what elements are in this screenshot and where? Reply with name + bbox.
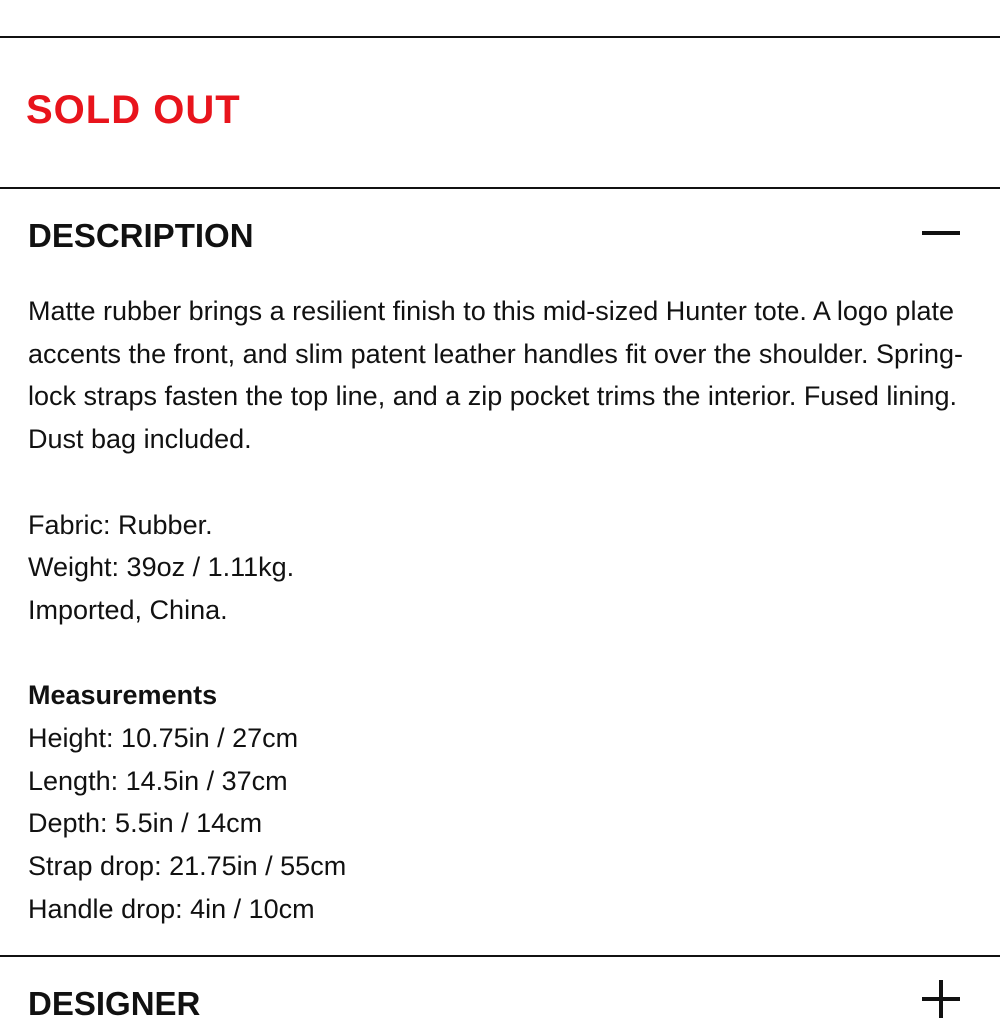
description-content	[28, 290, 978, 931]
detail-fabric: Fabric: Rubber.	[28, 509, 213, 540]
spacer	[28, 461, 978, 504]
sold-out-label: SOLD OUT	[26, 88, 241, 132]
detail-origin: Imported, China.	[28, 594, 228, 625]
plus-icon-vertical	[939, 980, 943, 1018]
minus-icon-bar	[922, 231, 960, 235]
plus-icon[interactable]	[922, 980, 960, 1018]
measurement-height: Height: 10.75in / 27cm	[28, 723, 299, 753]
measurement-handle-drop: Handle drop: 4in / 10cm	[28, 893, 315, 924]
description-accordion-header[interactable]	[0, 204, 1000, 264]
measurements-heading: Measurements	[28, 680, 218, 711]
measurement-length: Length: 14.5in / 37cm	[28, 765, 288, 796]
divider-top	[0, 36, 1000, 38]
description-title: DESCRIPTION	[28, 217, 254, 254]
minus-icon[interactable]	[922, 220, 960, 258]
measurement-depth: Depth: 5.5in / 14cm	[28, 808, 263, 839]
designer-title: DESIGNER	[28, 985, 201, 1022]
divider-description	[0, 187, 1000, 189]
divider-designer	[0, 955, 1000, 957]
measurement-strap-drop: Strap drop: 21.75in / 55cm	[28, 851, 347, 882]
detail-weight: Weight: 39oz / 1.11kg.	[28, 552, 295, 583]
designer-accordion-header[interactable]	[0, 972, 1000, 1032]
spacer	[28, 632, 978, 675]
description-paragraph: Matte rubber brings a resilient finish to this mid-sized Hunter tote. A logo plate accents the front, and slim patent leather handles fit over the shoulder. Spring-lock straps fasten the top line, and a zip pocket trims the interior. Fused lining. Dust bag included.	[28, 296, 964, 455]
